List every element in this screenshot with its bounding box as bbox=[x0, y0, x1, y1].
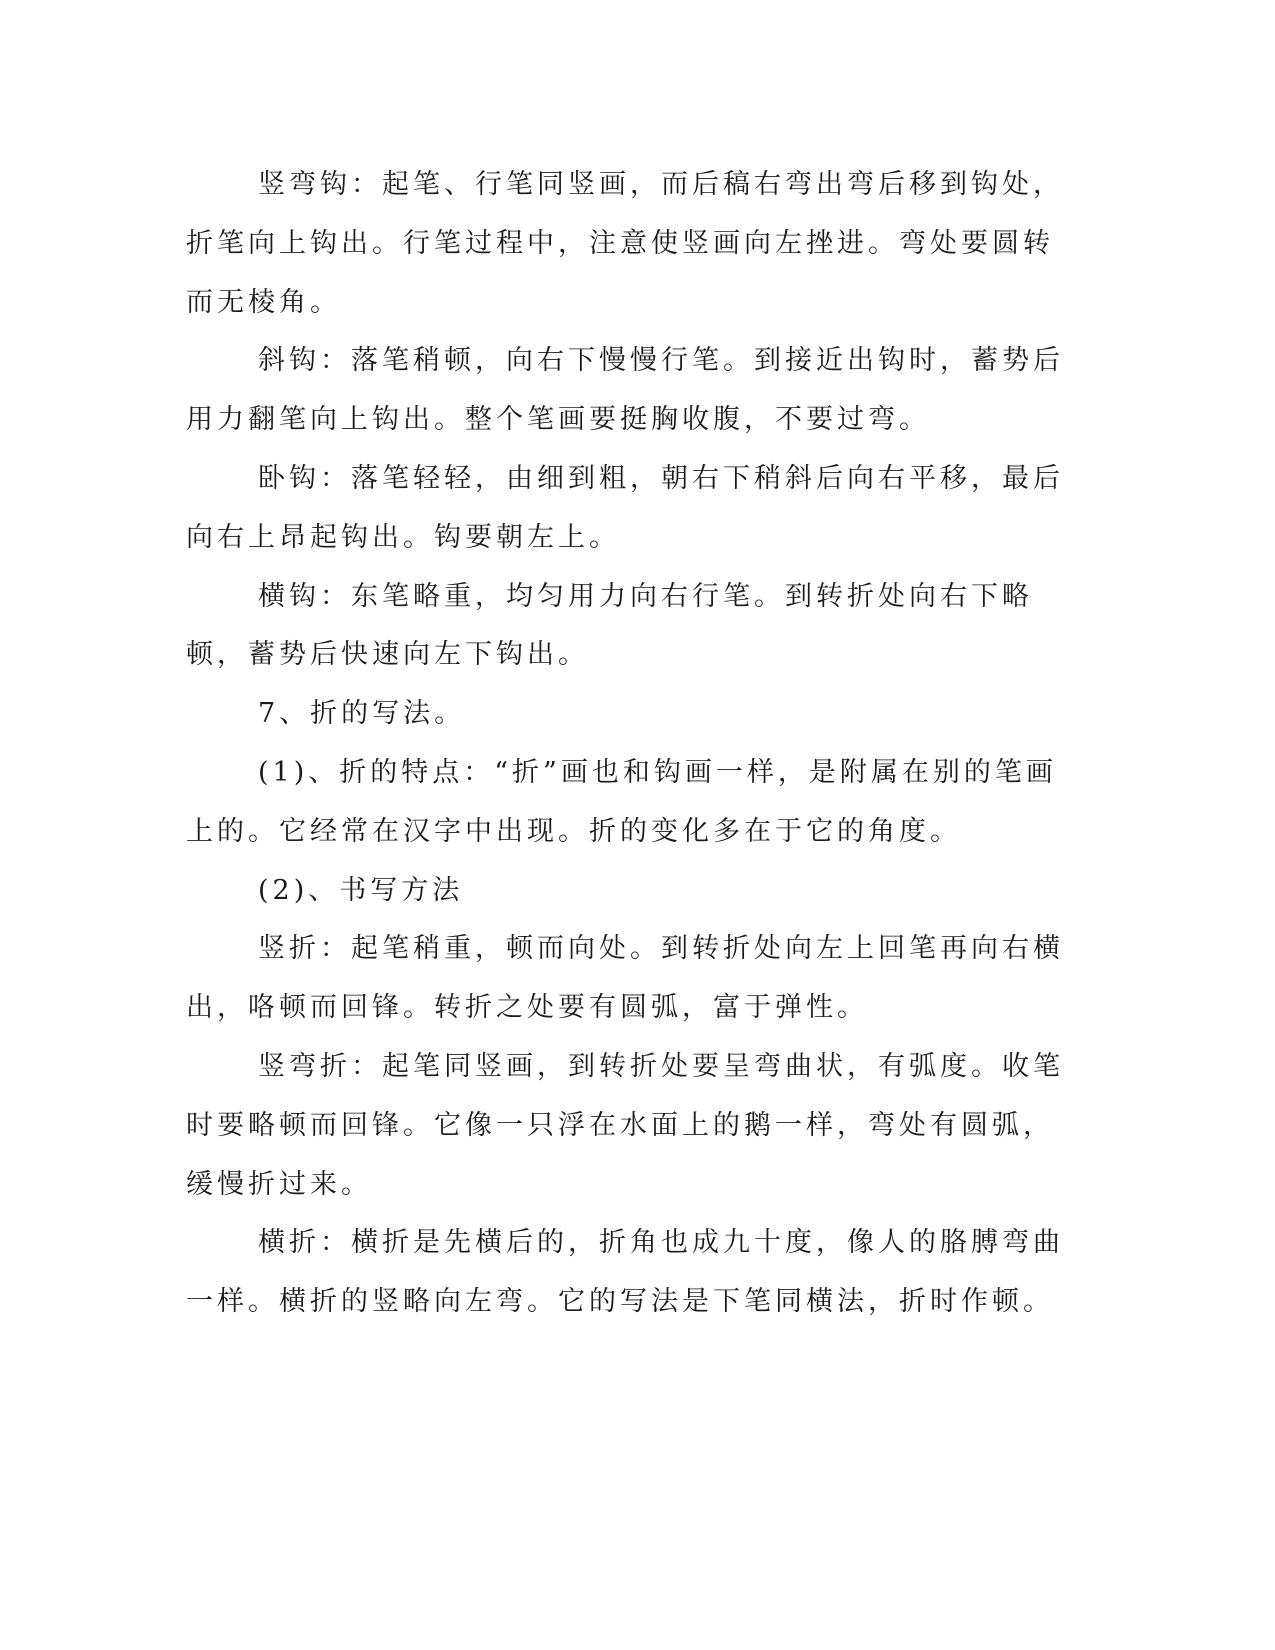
paragraph-vertical-curved-hook: 竖弯钩：起笔、行笔同竖画，而后稿右弯出弯后移到钩处，折笔向上钩出。行笔过程中，注意使竖画向左挫进。弯处要圆转而无棱角。 bbox=[186, 169, 1064, 318]
paragraph-horizontal-hook: 横钩：东笔略重，均匀用力向右行笔。到转折处向右下略顿，蓄势后快速向左下钩出。 bbox=[186, 580, 1033, 671]
subheading-writing-method: (2)、书写方法 bbox=[258, 874, 464, 906]
document-body bbox=[186, 156, 1076, 1332]
section-heading-fold: 7、折的写法。 bbox=[258, 698, 466, 730]
paragraph-fold-features: (1)、折的特点：“折”画也和钩画一样，是附属在别的笔画上的。它经常在汉字中出现。折的变化多在于它的角度。 bbox=[186, 756, 1057, 847]
paragraph-vertical-curved-fold: 竖弯折：起笔同竖画，到转折处要呈弯曲状，有弧度。收笔时要略顿而回锋。它像一只浮在水面上的鹅一样，弯处有圆弧，缓慢折过来。 bbox=[186, 1050, 1064, 1200]
paragraph-lying-hook: 卧钩：落笔轻轻，由细到粗，朝右下稍斜后向右平移，最后向右上昂起钩出。钩要朝左上。 bbox=[186, 462, 1064, 553]
paragraph-vertical-fold: 竖折：起笔稍重，顿而向处。到转折处向左上回笔再向右横出，咯顿而回锋。转折之处要有圆弧，富于弹性。 bbox=[186, 933, 1064, 1024]
paragraph-slant-hook: 斜钩：落笔稍顿，向右下慢慢行笔。到接近出钩时，蓄势后用力翻笔向上钩出。整个笔画要挺胸收腹，不要过弯。 bbox=[186, 345, 1064, 436]
paragraph-horizontal-fold: 横折：横折是先横后的，折角也成九十度，像人的胳膊弯曲一样。横折的竖略向左弯。它的写法是下笔同横法，折时作顿。 bbox=[186, 1227, 1064, 1318]
